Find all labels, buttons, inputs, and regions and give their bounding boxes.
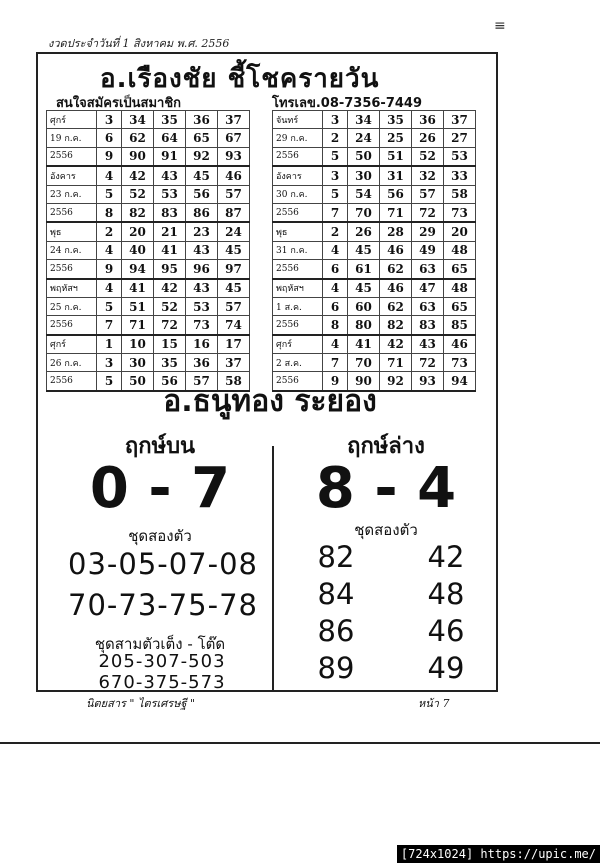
lead-digit-cell: 6	[323, 260, 348, 279]
number-cell: 56	[154, 372, 186, 391]
lead-digit-cell: 9	[97, 147, 122, 166]
number-cell: 93	[412, 372, 444, 391]
column-divider	[272, 446, 274, 690]
lead-digit-cell: 2	[323, 222, 348, 241]
draw-day-cell: จันทร์	[273, 111, 323, 129]
number-cell: 23	[186, 222, 218, 241]
number-cell: 54	[348, 185, 380, 203]
top-section-title: อ.เรืองชัย ชี้โชครายวัน	[100, 64, 380, 94]
number-cell: 40	[122, 241, 154, 259]
number-cell: 82	[122, 203, 154, 222]
lead-digit-cell: 4	[323, 335, 348, 354]
number-cell: 45	[218, 279, 250, 298]
draw-date-cell: 26 ก.ค.	[47, 354, 97, 372]
number-cell: 52	[122, 185, 154, 203]
number-cell: 17	[218, 335, 250, 354]
number-cell: 57	[186, 372, 218, 391]
lower-pair-number: 49	[427, 651, 465, 685]
number-cell: 45	[348, 241, 380, 259]
number-cell: 24	[348, 129, 380, 147]
draw-row	[47, 185, 250, 203]
number-cell: 62	[122, 129, 154, 147]
number-cell: 16	[186, 335, 218, 354]
number-cell: 36	[186, 354, 218, 372]
right-draw-table	[272, 110, 476, 392]
issue-date-line: งวดประจำวันที่ 1 สิงหาคม พ.ศ. 2556	[48, 37, 230, 50]
number-cell: 46	[380, 241, 412, 259]
number-cell: 83	[154, 203, 186, 222]
number-cell: 86	[186, 203, 218, 222]
number-cell: 46	[380, 279, 412, 298]
three-digit-line: 670-375-573	[98, 672, 226, 693]
number-cell: 51	[380, 147, 412, 166]
draw-row	[273, 147, 476, 166]
three-digit-title: ชุดสามตัวเต็ง - โต๊ด	[94, 635, 226, 653]
draw-date-cell: 24 ก.ค.	[47, 241, 97, 259]
number-cell: 36	[186, 111, 218, 129]
number-cell: 58	[444, 185, 476, 203]
number-cell: 35	[154, 354, 186, 372]
upper-heading: ฤกษ์บน	[124, 434, 196, 459]
number-cell: 57	[412, 185, 444, 203]
number-cell: 45	[348, 279, 380, 298]
number-cell: 85	[444, 316, 476, 335]
number-cell: 30	[122, 354, 154, 372]
draw-date-cell: 1 ส.ค.	[273, 297, 323, 315]
number-cell: 37	[444, 111, 476, 129]
draw-row	[47, 241, 250, 259]
lower-pair-number: 82	[317, 540, 355, 574]
number-cell: 74	[218, 316, 250, 335]
number-cell: 61	[348, 260, 380, 279]
lower-pair-row	[296, 577, 486, 614]
number-cell: 63	[412, 297, 444, 315]
draw-day-cell: ศุกร์	[47, 111, 97, 129]
number-cell: 48	[444, 279, 476, 298]
upper-main-number: 0 - 7	[89, 456, 231, 521]
phone-subtitle: โทรเลข.08-7356-7449	[272, 96, 423, 111]
draw-row	[47, 129, 250, 147]
lower-pairs-title: ชุดสองตัว	[354, 521, 418, 539]
number-cell: 72	[154, 316, 186, 335]
number-cell: 82	[380, 316, 412, 335]
upper-pairs-line: 03-05-07-08	[68, 547, 258, 581]
number-cell: 42	[380, 335, 412, 354]
lead-digit-cell: 2	[97, 222, 122, 241]
lower-pair-number: 89	[317, 651, 355, 685]
number-cell: 53	[154, 185, 186, 203]
number-cell: 20	[122, 222, 154, 241]
upper-pairs-line: 70-73-75-78	[68, 588, 258, 622]
number-cell: 30	[348, 166, 380, 185]
lead-digit-cell: 2	[323, 129, 348, 147]
lead-digit-cell: 3	[323, 111, 348, 129]
lead-digit-cell: 3	[97, 111, 122, 129]
draw-day-cell: พุธ	[47, 222, 97, 241]
number-cell: 42	[122, 166, 154, 185]
number-cell: 50	[122, 372, 154, 391]
draw-row	[273, 241, 476, 259]
number-cell: 71	[122, 316, 154, 335]
number-cell: 56	[380, 185, 412, 203]
lead-digit-cell: 4	[323, 241, 348, 259]
number-cell: 72	[412, 203, 444, 222]
number-cell: 32	[412, 166, 444, 185]
draw-row	[47, 354, 250, 372]
page-mark: ≡	[494, 18, 506, 34]
number-cell: 10	[122, 335, 154, 354]
bottom-section-title: อ.ธนูทอง ระยอง	[163, 384, 377, 419]
number-cell: 96	[186, 260, 218, 279]
number-cell: 80	[348, 316, 380, 335]
draw-year-cell: 2556	[47, 147, 97, 166]
number-cell: 29	[412, 222, 444, 241]
number-cell: 20	[444, 222, 476, 241]
three-digit-line: 205-307-503	[98, 651, 226, 672]
number-cell: 41	[348, 335, 380, 354]
lead-digit-cell: 4	[97, 241, 122, 259]
number-cell: 26	[412, 129, 444, 147]
lead-digit-cell: 8	[323, 316, 348, 335]
number-cell: 58	[218, 372, 250, 391]
number-cell: 92	[380, 372, 412, 391]
lower-main-number: 8 - 4	[315, 456, 457, 521]
draw-row	[47, 222, 250, 241]
number-cell: 49	[412, 241, 444, 259]
number-cell: 37	[218, 111, 250, 129]
draw-day-cell: อังคาร	[273, 166, 323, 185]
number-cell: 92	[186, 147, 218, 166]
draw-row	[273, 279, 476, 298]
number-cell: 35	[154, 111, 186, 129]
number-cell: 57	[218, 297, 250, 315]
number-cell: 37	[218, 354, 250, 372]
lead-digit-cell: 6	[97, 129, 122, 147]
number-cell: 48	[444, 241, 476, 259]
draw-date-cell: 25 ก.ค.	[47, 297, 97, 315]
number-cell: 83	[412, 316, 444, 335]
draw-row	[273, 260, 476, 279]
number-cell: 35	[380, 111, 412, 129]
number-cell: 50	[348, 147, 380, 166]
lower-pair-number: 86	[317, 614, 355, 648]
draw-row	[47, 260, 250, 279]
lead-digit-cell: 7	[323, 203, 348, 222]
draw-row	[273, 335, 476, 354]
number-cell: 47	[412, 279, 444, 298]
number-cell: 41	[154, 241, 186, 259]
lead-digit-cell: 3	[97, 354, 122, 372]
draw-date-cell: 31 ก.ค.	[273, 241, 323, 259]
draw-date-cell: 2 ส.ค.	[273, 354, 323, 372]
number-cell: 90	[348, 372, 380, 391]
draw-date-cell: 29 ก.ค.	[273, 129, 323, 147]
draw-row	[273, 297, 476, 315]
lower-pairs-grid	[296, 540, 486, 688]
lead-digit-cell: 4	[97, 166, 122, 185]
lead-digit-cell: 6	[323, 297, 348, 315]
draw-row	[47, 335, 250, 354]
number-cell: 71	[380, 354, 412, 372]
number-cell: 53	[186, 297, 218, 315]
number-cell: 25	[380, 129, 412, 147]
draw-day-cell: พฤหัสฯ	[47, 279, 97, 298]
draw-year-cell: 2556	[47, 203, 97, 222]
number-cell: 52	[412, 147, 444, 166]
draw-row	[273, 166, 476, 185]
number-cell: 43	[154, 166, 186, 185]
number-cell: 46	[444, 335, 476, 354]
magazine-name: นิตยสาร " ไตรเศรษฐี "	[86, 697, 196, 710]
draw-row	[47, 203, 250, 222]
number-cell: 97	[218, 260, 250, 279]
number-cell: 62	[380, 297, 412, 315]
lead-digit-cell: 4	[323, 279, 348, 298]
draw-day-cell: พฤหัสฯ	[273, 279, 323, 298]
number-cell: 71	[380, 203, 412, 222]
draw-row	[47, 111, 250, 129]
draw-date-cell: 30 ก.ค.	[273, 185, 323, 203]
number-cell: 34	[348, 111, 380, 129]
lead-digit-cell: 4	[97, 279, 122, 298]
number-cell: 57	[218, 185, 250, 203]
draw-year-cell: 2556	[273, 372, 323, 391]
draw-row	[273, 316, 476, 335]
number-cell: 70	[348, 203, 380, 222]
number-cell: 46	[218, 166, 250, 185]
draw-year-cell: 2556	[273, 260, 323, 279]
lead-digit-cell: 5	[323, 147, 348, 166]
page-number: หน้า 7	[418, 697, 450, 710]
left-draw-table	[46, 110, 250, 392]
lower-pair-number: 84	[317, 577, 355, 611]
lead-digit-cell: 9	[97, 260, 122, 279]
lower-pair-row	[296, 540, 486, 577]
draw-year-cell: 2556	[273, 147, 323, 166]
lower-pair-row	[296, 651, 486, 688]
number-cell: 62	[380, 260, 412, 279]
draw-year-cell: 2556	[47, 316, 97, 335]
lead-digit-cell: 7	[97, 316, 122, 335]
lead-digit-cell: 1	[97, 335, 122, 354]
number-cell: 34	[122, 111, 154, 129]
draw-row	[273, 185, 476, 203]
lead-digit-cell: 5	[97, 297, 122, 315]
number-cell: 65	[444, 260, 476, 279]
number-cell: 87	[218, 203, 250, 222]
lead-digit-cell: 9	[323, 372, 348, 391]
draw-date-cell: 23 ก.ค.	[47, 185, 97, 203]
number-cell: 91	[154, 147, 186, 166]
lower-pair-number: 46	[427, 614, 465, 648]
lead-digit-cell: 7	[323, 354, 348, 372]
number-cell: 73	[444, 354, 476, 372]
number-cell: 21	[154, 222, 186, 241]
number-cell: 73	[186, 316, 218, 335]
draw-year-cell: 2556	[273, 316, 323, 335]
draw-row	[273, 354, 476, 372]
number-cell: 41	[122, 279, 154, 298]
upper-pairs-title: ชุดสองตัว	[128, 527, 192, 545]
number-cell: 70	[348, 354, 380, 372]
number-cell: 36	[412, 111, 444, 129]
number-cell: 43	[186, 241, 218, 259]
lead-digit-cell: 5	[97, 372, 122, 391]
number-cell: 72	[412, 354, 444, 372]
number-cell: 63	[412, 260, 444, 279]
number-cell: 60	[348, 297, 380, 315]
draw-row	[273, 203, 476, 222]
draw-row	[273, 222, 476, 241]
number-cell: 45	[186, 166, 218, 185]
lead-digit-cell: 5	[97, 185, 122, 203]
draw-day-cell: ศุกร์	[47, 335, 97, 354]
number-cell: 67	[218, 129, 250, 147]
number-cell: 53	[444, 147, 476, 166]
lower-pair-row	[296, 614, 486, 651]
number-cell: 24	[218, 222, 250, 241]
draw-year-cell: 2556	[47, 372, 97, 391]
number-cell: 26	[348, 222, 380, 241]
lead-digit-cell: 3	[323, 166, 348, 185]
number-cell: 45	[218, 241, 250, 259]
number-cell: 93	[218, 147, 250, 166]
number-cell: 95	[154, 260, 186, 279]
draw-row	[273, 129, 476, 147]
number-cell: 43	[412, 335, 444, 354]
number-cell: 33	[444, 166, 476, 185]
draw-day-cell: พุธ	[273, 222, 323, 241]
draw-row	[47, 279, 250, 298]
draw-day-cell: ศุกร์	[273, 335, 323, 354]
lead-digit-cell: 8	[97, 203, 122, 222]
lower-pair-number: 48	[427, 577, 465, 611]
number-cell: 65	[444, 297, 476, 315]
number-cell: 51	[122, 297, 154, 315]
number-cell: 90	[122, 147, 154, 166]
draw-date-cell: 19 ก.ค.	[47, 129, 97, 147]
number-cell: 94	[122, 260, 154, 279]
number-cell: 15	[154, 335, 186, 354]
number-cell: 28	[380, 222, 412, 241]
number-cell: 43	[186, 279, 218, 298]
number-cell: 64	[154, 129, 186, 147]
number-cell: 94	[444, 372, 476, 391]
draw-row	[273, 111, 476, 129]
draw-row	[47, 166, 250, 185]
lead-digit-cell: 5	[323, 185, 348, 203]
number-cell: 56	[186, 185, 218, 203]
image-host-watermark: [724x1024] https://upic.me/	[397, 845, 600, 863]
draw-row	[47, 316, 250, 335]
number-cell: 73	[444, 203, 476, 222]
member-subtitle: สนใจสมัครเป็นสมาชิก	[56, 96, 182, 111]
draw-row	[47, 147, 250, 166]
number-cell: 31	[380, 166, 412, 185]
lower-pair-number: 42	[427, 540, 465, 574]
number-cell: 27	[444, 129, 476, 147]
draw-year-cell: 2556	[273, 203, 323, 222]
draw-day-cell: อังคาร	[47, 166, 97, 185]
number-cell: 52	[154, 297, 186, 315]
draw-year-cell: 2556	[47, 260, 97, 279]
lower-heading: ฤกษ์ล่าง	[347, 434, 425, 459]
number-cell: 65	[186, 129, 218, 147]
draw-row	[47, 297, 250, 315]
number-cell: 42	[154, 279, 186, 298]
